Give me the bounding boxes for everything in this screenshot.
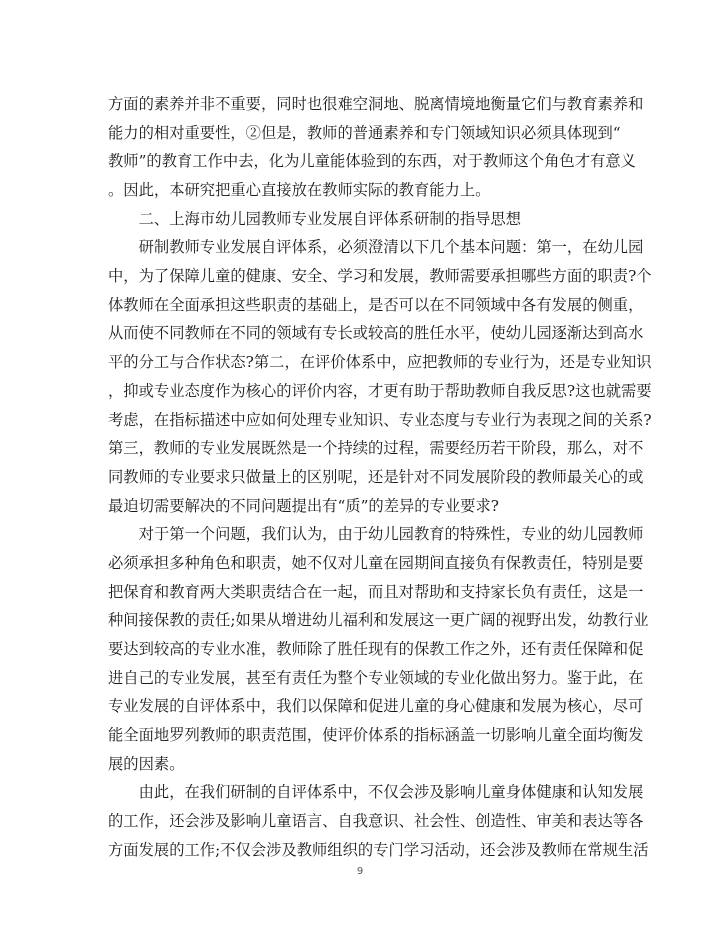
text-line: 考虑，在指标描述中应如何处理专业知识、专业态度与专业行为表现之间的关系? (108, 411, 652, 429)
text-line: 把保育和教育两大类职责结合在一起，而且对帮助和支持家长负有责任，这是一 (108, 583, 644, 601)
text-line: 能力的相对重要性，②但是，教师的普通素养和专门领域知识必须具体现到“ (108, 124, 621, 142)
text-line: 方面的素养并非不重要，同时也很难空洞地、脱离情境地衡量它们与教育素养和 (108, 95, 644, 113)
text-line: 专业发展的自评体系中，我们以保障和促进儿童的身心健康和发展为核心，尽可 (108, 697, 644, 715)
text-line: 由此，在我们研制的自评体系中，不仅会涉及影响儿童身体健康和认知发展 (108, 783, 644, 801)
text-line: ，抑或专业态度作为核心的评价内容，才更有助于帮助教师自我反思?这也就需要 (108, 382, 652, 400)
text-line: 进自己的专业发展，甚至有责任为整个专业领域的专业化做出努力。鉴于此，在 (108, 669, 644, 687)
text-line: 的工作，还会涉及影响儿童语言、自我意识、社会性、创造性、审美和表达等各 (108, 812, 644, 830)
text-line: 展的因素。 (108, 755, 185, 773)
text-line: 方面发展的工作;不仅会涉及教师组织的专门学习活动，还会涉及教师在常规生活 (108, 841, 649, 859)
text-line: 。因此，本研究把重心直接放在教师实际的教育能力上。 (108, 181, 491, 199)
text-line: 平的分工与合作状态?第二，在评价体系中，应把教师的专业行为，还是专业知识 (108, 353, 652, 371)
text-line: 对于第一个问题，我们认为，由于幼儿园教育的特殊性，专业的幼儿园教师 (108, 525, 644, 543)
text-line: 从而使不同教师在不同的领域有专长或较高的胜任水平，使幼儿园逐渐达到高水 (108, 324, 644, 342)
text-line: 最迫切需要解决的不同问题提出有“质”的差异的专业要求? (108, 497, 499, 515)
text-line: 研制教师专业发展自评体系，必须澄清以下几个基本问题：第一，在幼儿园 (108, 238, 644, 256)
text-line: 种间接保教的责任;如果从增进幼儿福利和发展这一更广阔的视野出发，幼教行业 (108, 611, 649, 629)
text-line: 同教师的专业要求只做量上的区别呢，还是针对不同发展阶段的教师最关心的或 (108, 468, 644, 486)
text-line: 必须承担多种角色和职责，她不仅对儿童在园期间直接负有保教责任，特别是要 (108, 554, 644, 572)
text-line: 要达到较高的专业水准，教师除了胜任现有的保教工作之外，还有责任保障和促 (108, 640, 644, 658)
text-line: 第三，教师的专业发展既然是一个持续的过程，需要经历若干阶段，那么，对不 (108, 439, 644, 457)
text-line: 体教师在全面承担这些职责的基础上，是否可以在不同领域中各有发展的侧重， (108, 296, 644, 314)
section-heading: 二、上海市幼儿园教师专业发展自评体系研制的指导思想 (108, 210, 522, 228)
text-line: 能全面地罗列教师的职责范围，使评价体系的指标涵盖一切影响儿童全面均衡发 (108, 726, 644, 744)
text-line: 教师”的教育工作中去，化为儿童能体验到的东西，对于教师这个角色才有意义 (108, 152, 636, 170)
page-number: 9 (356, 866, 364, 877)
text-line: 中，为了保障儿童的健康、安全、学习和发展，教师需要承担哪些方面的职责?个 (108, 267, 652, 285)
